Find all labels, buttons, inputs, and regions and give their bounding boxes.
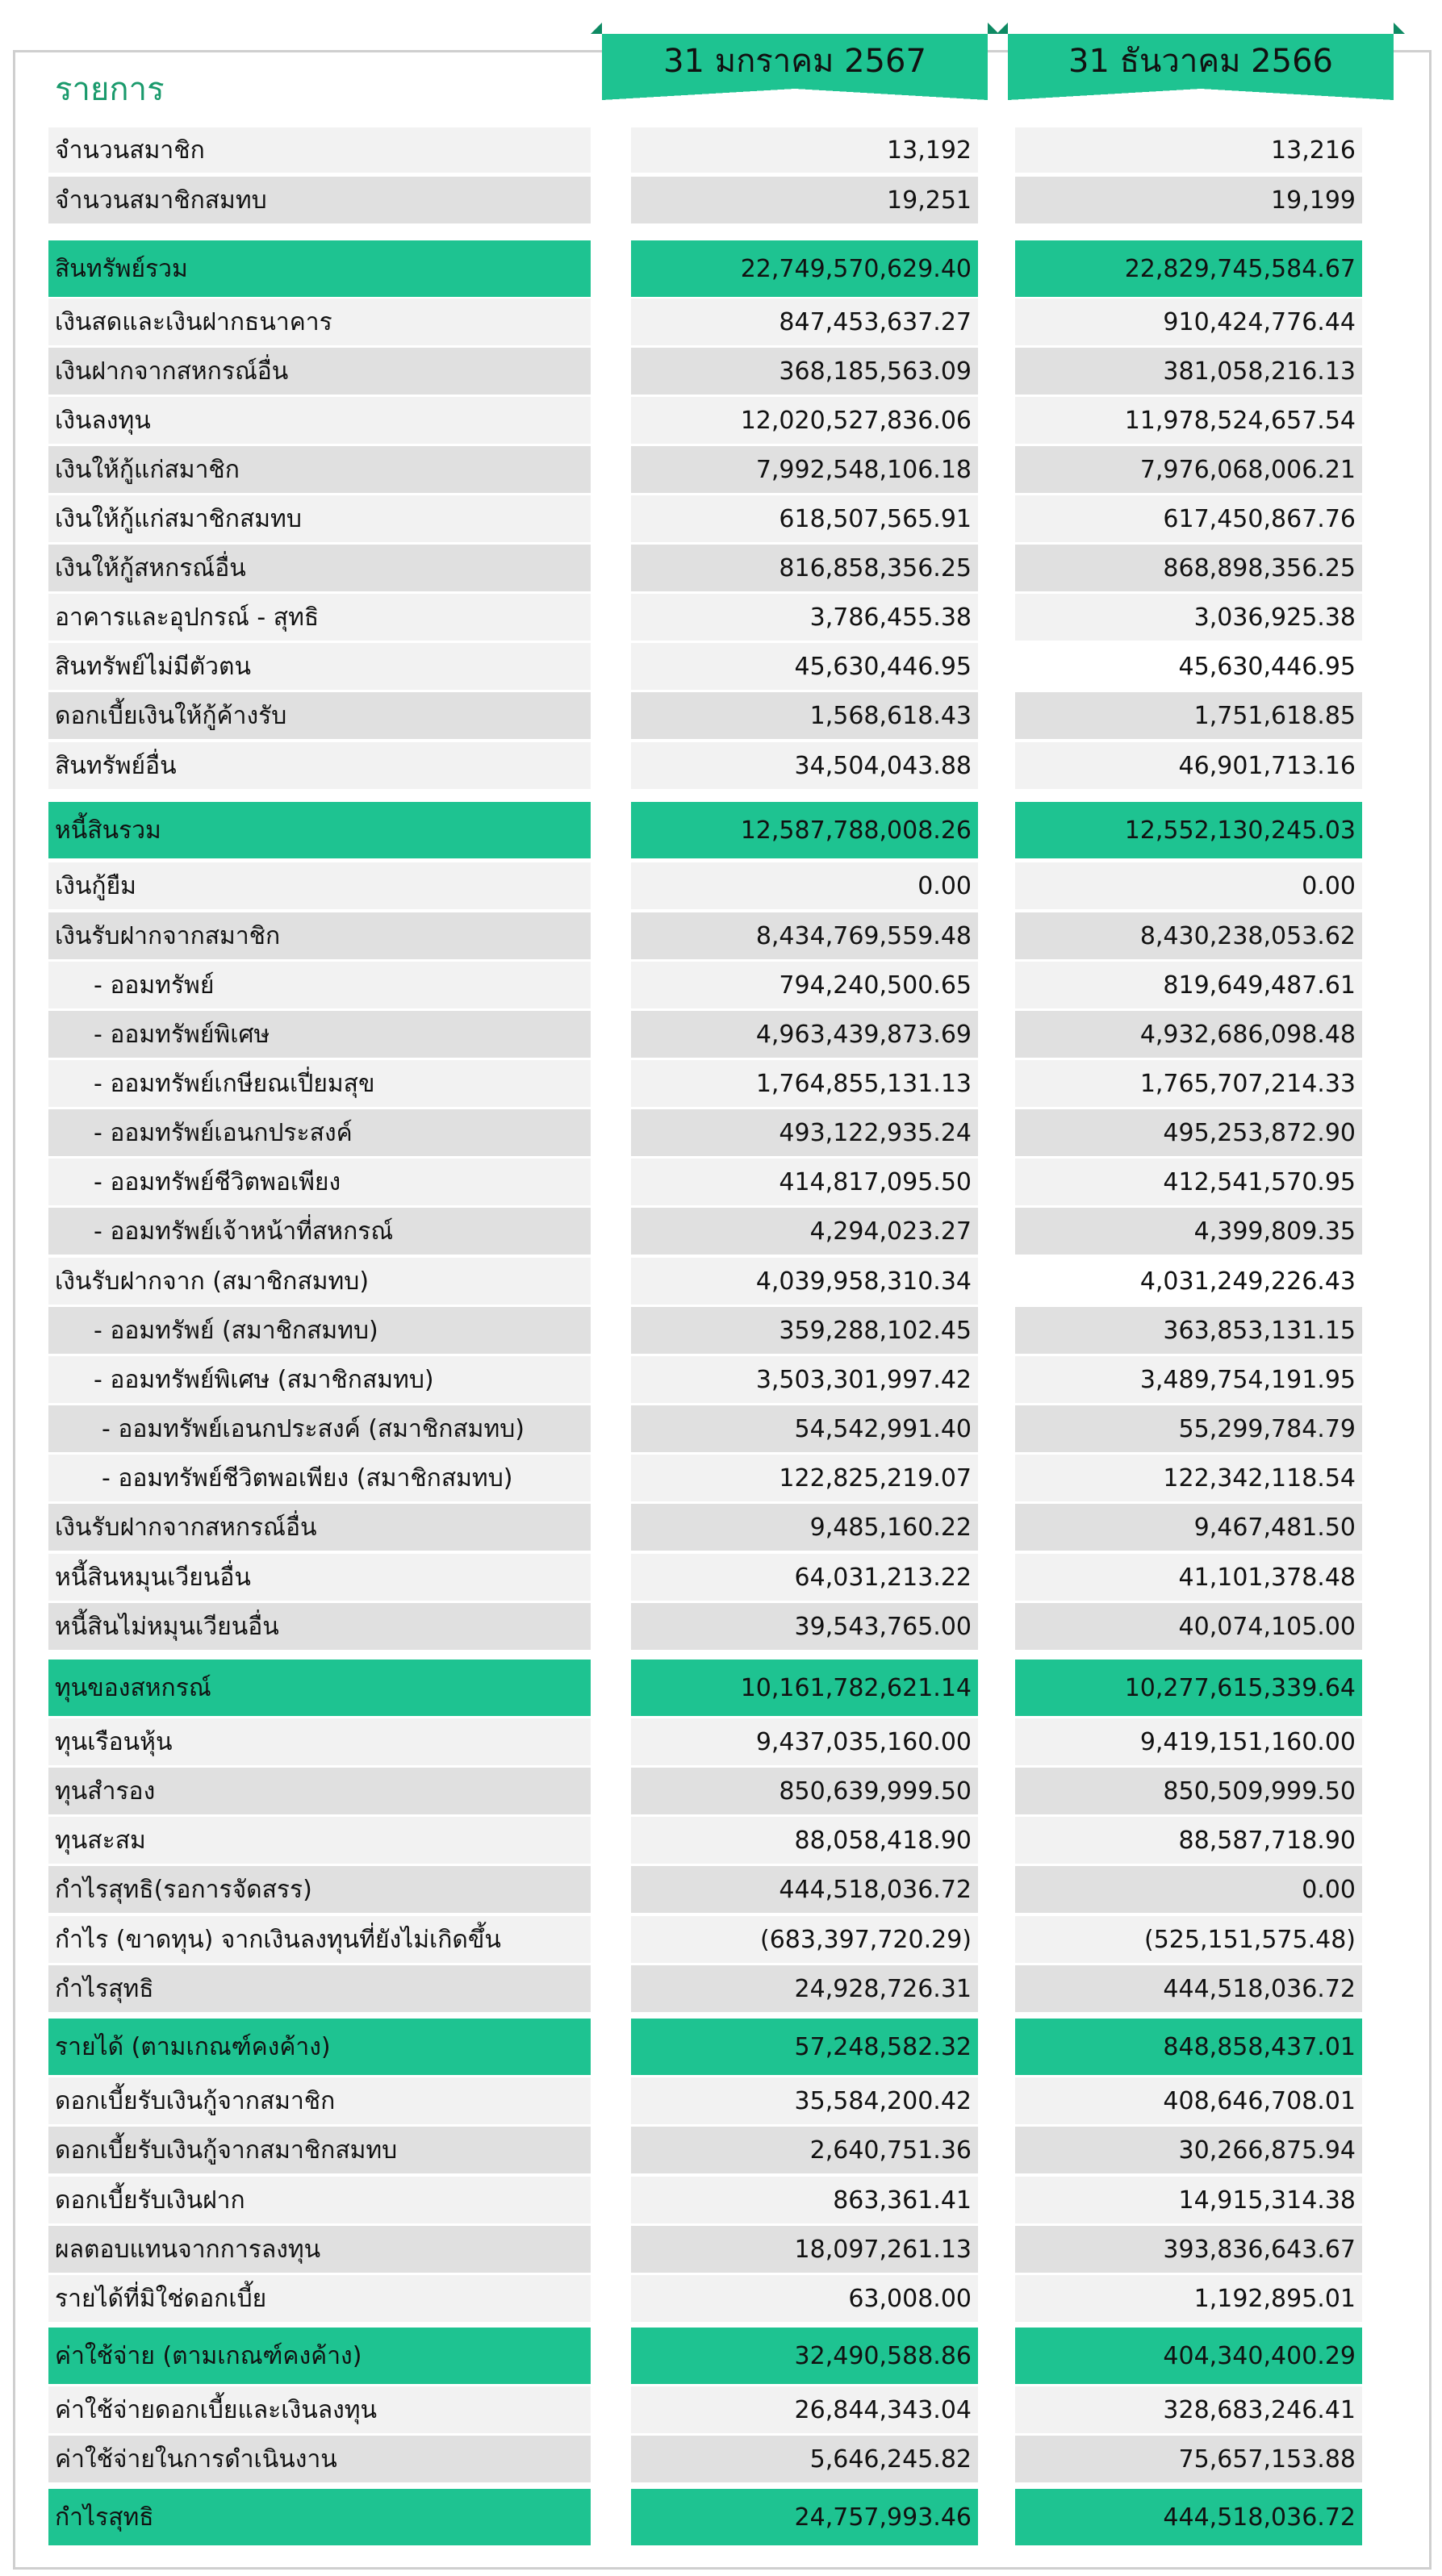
row-label: กำไรสุทธิ (48, 2489, 591, 2545)
period1-value: 368,185,563.09 (631, 348, 978, 395)
period1-value: 45,630,446.95 (631, 643, 978, 690)
period2-value: 0.00 (1015, 1866, 1362, 1913)
period1-value: 8,434,769,559.48 (631, 912, 978, 959)
table-row (0, 1356, 1442, 1403)
period1-value: 2,640,751.36 (631, 2127, 978, 2173)
row-label: ทุนเรือนหุ้น (48, 1718, 591, 1765)
table-row (0, 1011, 1442, 1058)
period1-value: 0.00 (631, 862, 978, 909)
period2-value: (525,151,575.48) (1015, 1916, 1362, 1963)
period1-value: 847,453,637.27 (631, 299, 978, 345)
period2-value: 1,192,895.01 (1015, 2275, 1362, 2322)
period1-value: 4,039,958,310.34 (631, 1258, 978, 1305)
row-label: เงินรับฝากจาก (สมาชิกสมทบ) (48, 1258, 591, 1305)
row-label: - ออมทรัพย์เอนกประสงค์ (48, 1109, 591, 1156)
table-row (0, 1159, 1442, 1205)
table-row (0, 1208, 1442, 1255)
period2-label: 31 ธันวาคม 2566 (1068, 43, 1333, 80)
period2-value: 14,915,314.38 (1015, 2177, 1362, 2223)
row-label: อาคารและอุปกรณ์ - สุทธิ (48, 594, 591, 641)
table-row (0, 446, 1442, 493)
period1-value: 12,587,788,008.26 (631, 802, 978, 858)
period1-value: 54,542,991.40 (631, 1405, 978, 1452)
table-row (0, 1060, 1442, 1107)
table-row (0, 1504, 1442, 1551)
table-row (0, 545, 1442, 591)
period2-value: 12,552,130,245.03 (1015, 802, 1362, 858)
row-label: ดอกเบี้ยเงินให้กู้ค้างรับ (48, 692, 591, 739)
period2-value: 412,541,570.95 (1015, 1159, 1362, 1205)
period1-value: 4,294,023.27 (631, 1208, 978, 1255)
row-label: หนี้สินไม่หมุนเวียนอื่น (48, 1603, 591, 1650)
row-label: ทุนสะสม (48, 1817, 591, 1864)
table-row (0, 962, 1442, 1008)
period2-value: 3,036,925.38 (1015, 594, 1362, 641)
table-row (0, 1718, 1442, 1765)
period2-header (1008, 34, 1394, 89)
row-label: หนี้สินหมุนเวียนอื่น (48, 1554, 591, 1601)
period2-value: 11,978,524,657.54 (1015, 397, 1362, 444)
period2-value: 55,299,784.79 (1015, 1405, 1362, 1452)
period2-value: 122,342,118.54 (1015, 1455, 1362, 1501)
period2-value: 404,340,400.29 (1015, 2328, 1362, 2384)
section-header-row (0, 802, 1442, 858)
table-row (0, 495, 1442, 542)
row-label: สินทรัพย์รวม (48, 240, 591, 297)
table-row (0, 1603, 1442, 1650)
table-row (0, 1866, 1442, 1913)
section-header-row (0, 1660, 1442, 1716)
row-label: หนี้สินรวม (48, 802, 591, 858)
period1-value: 1,568,618.43 (631, 692, 978, 739)
table-row (0, 397, 1442, 444)
row-label: - ออมทรัพย์เกษียณเปี่ยมสุข (48, 1060, 591, 1107)
period2-value: 40,074,105.00 (1015, 1603, 1362, 1650)
row-label: จำนวนสมาชิกสมทบ (48, 177, 591, 223)
row-label: เงินรับฝากจากสหกรณ์อื่น (48, 1504, 591, 1551)
period1-value: 9,437,035,160.00 (631, 1718, 978, 1765)
table-row (0, 643, 1442, 690)
row-label: เงินลงทุน (48, 397, 591, 444)
row-label: รายได้ (ตามเกณฑ์คงค้าง) (48, 2019, 591, 2075)
period1-value: 816,858,356.25 (631, 545, 978, 591)
period1-value: 850,639,999.50 (631, 1768, 978, 1814)
period2-value: 1,751,618.85 (1015, 692, 1362, 739)
period1-value: 4,963,439,873.69 (631, 1011, 978, 1058)
row-label: - ออมทรัพย์เอนกประสงค์ (สมาชิกสมทบ) (48, 1405, 591, 1452)
table-row (0, 1258, 1442, 1305)
row-label: ค่าใช้จ่าย (ตามเกณฑ์คงค้าง) (48, 2328, 591, 2384)
period2-value: 9,419,151,160.00 (1015, 1718, 1362, 1765)
period2-value: 46,901,713.16 (1015, 742, 1362, 789)
row-label: กำไรสุทธิ(รอการจัดสรร) (48, 1866, 591, 1913)
table-row (0, 912, 1442, 959)
period1-value: 3,786,455.38 (631, 594, 978, 641)
period2-value: 819,649,487.61 (1015, 962, 1362, 1008)
period1-value: 9,485,160.22 (631, 1504, 978, 1551)
period1-value: 88,058,418.90 (631, 1817, 978, 1864)
period1-value: 34,504,043.88 (631, 742, 978, 789)
ribbon-notch (602, 89, 988, 100)
period2-value: 45,630,446.95 (1015, 643, 1362, 690)
period1-value: 493,122,935.24 (631, 1109, 978, 1156)
period2-value: 4,399,809.35 (1015, 1208, 1362, 1255)
period1-value: 794,240,500.65 (631, 962, 978, 1008)
period1-value: 57,248,582.32 (631, 2019, 978, 2075)
period2-value: 9,467,481.50 (1015, 1504, 1362, 1551)
table-row (0, 1109, 1442, 1156)
period1-value: 22,749,570,629.40 (631, 240, 978, 297)
table-row (0, 127, 1442, 173)
table-row (0, 742, 1442, 789)
period2-value: 75,657,153.88 (1015, 2436, 1362, 2482)
period1-value: 863,361.41 (631, 2177, 978, 2223)
table-row (0, 2436, 1442, 2482)
row-label: รายได้ที่มิใช่ดอกเบี้ย (48, 2275, 591, 2322)
row-label: สินทรัพย์อื่น (48, 742, 591, 789)
section-header-row (0, 2328, 1442, 2384)
period2-value: 4,031,249,226.43 (1015, 1258, 1362, 1305)
row-label: - ออมทรัพย์พิเศษ (สมาชิกสมทบ) (48, 1356, 591, 1403)
period2-value: 22,829,745,584.67 (1015, 240, 1362, 297)
period1-value: 39,543,765.00 (631, 1603, 978, 1650)
row-label: กำไร (ขาดทุน) จากเงินลงทุนที่ยังไม่เกิดขึ้น (48, 1916, 591, 1963)
period2-value: 4,932,686,098.48 (1015, 1011, 1362, 1058)
period1-label: 31 มกราคม 2567 (663, 43, 926, 80)
row-label: ค่าใช้จ่ายในการดำเนินงาน (48, 2436, 591, 2482)
table-row (0, 1455, 1442, 1501)
section-header-row (0, 240, 1442, 297)
table-row (0, 2127, 1442, 2173)
period1-value: 19,251 (631, 177, 978, 223)
period2-value: 3,489,754,191.95 (1015, 1356, 1362, 1403)
row-label: ดอกเบี้ยรับเงินกู้จากสมาชิก (48, 2077, 591, 2124)
period1-value: 18,097,261.13 (631, 2226, 978, 2273)
row-label: สินทรัพย์ไม่มีตัวตน (48, 643, 591, 690)
period1-value: 32,490,588.86 (631, 2328, 978, 2384)
row-label: ดอกเบี้ยรับเงินกู้จากสมาชิกสมทบ (48, 2127, 591, 2173)
row-label: เงินรับฝากจากสมาชิก (48, 912, 591, 959)
period2-value: 848,858,437.01 (1015, 2019, 1362, 2075)
period1-value: 12,020,527,836.06 (631, 397, 978, 444)
period1-value: 122,825,219.07 (631, 1455, 978, 1501)
table-row (0, 1916, 1442, 1963)
period2-value: 910,424,776.44 (1015, 299, 1362, 345)
table-row (0, 348, 1442, 395)
period2-value: 13,216 (1015, 127, 1362, 173)
table-row (0, 2177, 1442, 2223)
period1-value: 24,757,993.46 (631, 2489, 978, 2545)
section-header-row (0, 2489, 1442, 2545)
row-label: - ออมทรัพย์ (48, 962, 591, 1008)
row-label: - ออมทรัพย์ (สมาชิกสมทบ) (48, 1307, 591, 1354)
period2-value: 408,646,708.01 (1015, 2077, 1362, 2124)
period2-value: 393,836,643.67 (1015, 2226, 1362, 2273)
period1-value: 10,161,782,621.14 (631, 1660, 978, 1716)
table-row (0, 2226, 1442, 2273)
period2-value: 444,518,036.72 (1015, 2489, 1362, 2545)
period2-value: 381,058,216.13 (1015, 348, 1362, 395)
period2-value: 868,898,356.25 (1015, 545, 1362, 591)
table-row (0, 2077, 1442, 2124)
period1-value: 13,192 (631, 127, 978, 173)
row-label: - ออมทรัพย์ชีวิตพอเพียง (สมาชิกสมทบ) (48, 1455, 591, 1501)
row-label: เงินให้กู้แก่สมาชิกสมทบ (48, 495, 591, 542)
row-label: กำไรสุทธิ (48, 1965, 591, 2012)
table-row (0, 177, 1442, 223)
period2-value: 10,277,615,339.64 (1015, 1660, 1362, 1716)
table-row (0, 692, 1442, 739)
column-title: รายการ (55, 71, 165, 108)
period2-value: 41,101,378.48 (1015, 1554, 1362, 1601)
table-row (0, 1965, 1442, 2012)
row-label: เงินกู้ยืม (48, 862, 591, 909)
row-label: ค่าใช้จ่ายดอกเบี้ยและเงินลงทุน (48, 2386, 591, 2433)
row-label: - ออมทรัพย์ชีวิตพอเพียง (48, 1159, 591, 1205)
row-label: เงินให้กู้แก่สมาชิก (48, 446, 591, 493)
period2-value: 363,853,131.15 (1015, 1307, 1362, 1354)
period2-value: 444,518,036.72 (1015, 1965, 1362, 2012)
period1-value: 444,518,036.72 (631, 1866, 978, 1913)
ribbon-notch (1008, 89, 1394, 100)
period2-value: 1,765,707,214.33 (1015, 1060, 1362, 1107)
row-label: - ออมทรัพย์พิเศษ (48, 1011, 591, 1058)
period2-value: 30,266,875.94 (1015, 2127, 1362, 2173)
row-label: ทุนสำรอง (48, 1768, 591, 1814)
table-row (0, 1817, 1442, 1864)
period1-value: 5,646,245.82 (631, 2436, 978, 2482)
period1-value: 414,817,095.50 (631, 1159, 978, 1205)
row-label: ทุนของสหกรณ์ (48, 1660, 591, 1716)
period1-value: (683,397,720.29) (631, 1916, 978, 1963)
period1-value: 63,008.00 (631, 2275, 978, 2322)
period2-value: 88,587,718.90 (1015, 1817, 1362, 1864)
period1-value: 1,764,855,131.13 (631, 1060, 978, 1107)
period1-value: 64,031,213.22 (631, 1554, 978, 1601)
row-label: - ออมทรัพย์เจ้าหน้าที่สหกรณ์ (48, 1208, 591, 1255)
table-row (0, 862, 1442, 909)
period2-value: 7,976,068,006.21 (1015, 446, 1362, 493)
period2-value: 19,199 (1015, 177, 1362, 223)
period1-value: 3,503,301,997.42 (631, 1356, 978, 1403)
row-label: เงินให้กู้สหกรณ์อื่น (48, 545, 591, 591)
table-row (0, 594, 1442, 641)
table-row (0, 299, 1442, 345)
section-header-row (0, 2019, 1442, 2075)
period1-value: 359,288,102.45 (631, 1307, 978, 1354)
table-row (0, 1768, 1442, 1814)
table-row (0, 1554, 1442, 1601)
table-row (0, 1307, 1442, 1354)
period2-value: 8,430,238,053.62 (1015, 912, 1362, 959)
period1-value: 24,928,726.31 (631, 1965, 978, 2012)
row-label: ดอกเบี้ยรับเงินฝาก (48, 2177, 591, 2223)
period2-value: 850,509,999.50 (1015, 1768, 1362, 1814)
table-row (0, 1405, 1442, 1452)
row-label: เงินสดและเงินฝากธนาคาร (48, 299, 591, 345)
period2-value: 0.00 (1015, 862, 1362, 909)
period1-value: 35,584,200.42 (631, 2077, 978, 2124)
period2-value: 328,683,246.41 (1015, 2386, 1362, 2433)
period1-header (602, 34, 988, 89)
row-label: ผลตอบแทนจากการลงทุน (48, 2226, 591, 2273)
period1-value: 7,992,548,106.18 (631, 446, 978, 493)
period2-value: 617,450,867.76 (1015, 495, 1362, 542)
row-label: จำนวนสมาชิก (48, 127, 591, 173)
period1-value: 26,844,343.04 (631, 2386, 978, 2433)
row-label: เงินฝากจากสหกรณ์อื่น (48, 348, 591, 395)
period1-value: 618,507,565.91 (631, 495, 978, 542)
table-row (0, 2275, 1442, 2322)
period2-value: 495,253,872.90 (1015, 1109, 1362, 1156)
table-row (0, 2386, 1442, 2433)
